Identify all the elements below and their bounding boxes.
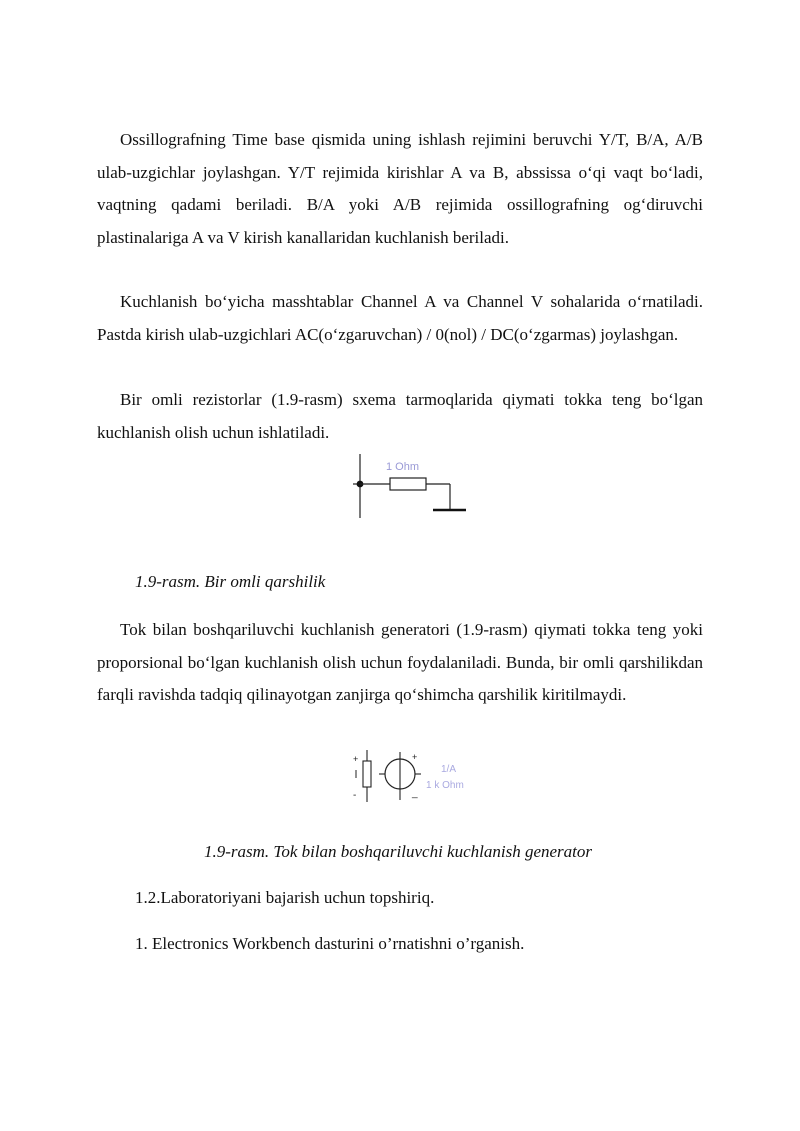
minus-sign-left: - [353,790,357,801]
gain-label: 1/A [441,764,457,775]
paragraph-current-controlled-generator: Tok bilan boshqariluvchi kuchlanish generatori (1.9-rasm) qiymati tokka teng yoki proporsional boʻlgan kuchlanish olish uchun foydalaniladi. Bunda, bir omli qarshilikdan farqli ravishda tadqiq qilinayotgan zanjirga qoʻshimcha qarshilik kiritilmaydi. [97,620,703,704]
plus-sign-right: + [412,752,418,762]
paragraph-channel-scales: Kuchlanish boʻyicha masshtablar Channel A va Channel V sohalarida oʻrnatiladi. Pastda kirish ulab-uzgichlari AC(oʻzgaruvchan) / 0(nol) / DC(oʻzgarmas) joylashgan. [97,292,703,344]
current-controlled-voltage-source-diagram [346,748,486,806]
plus-sign-left: + [353,754,359,764]
task-item-1: 1. Electronics Workbench dasturini o’rnatishni o’rganish. [135,934,525,953]
figure-caption-generator: 1.9-rasm. Tok bilan boshqariluvchi kuchlanish generator [204,842,592,861]
figure-caption-resistor: 1.9-rasm. Bir omli qarshilik [135,572,326,591]
paragraph-time-base: Ossillografning Time base qismida uning ishlash rejimini beruvchi Y/T, B/A, A/B ulab-uzgichlar joylashgan. Y/T rejimida kirishlar A va B, abssissa oʻqi vaqt boʻladi, vaqtning qadami beriladi. B/A yoki A/B rejimida ossillografning ogʻdiruvchi plastinalariga A va V kirish kanallaridan kuchlanish beriladi. [97,130,703,247]
minus-sign-right: _ [412,788,418,799]
resistance-label: 1 k Ohm [426,780,464,791]
paragraph-one-ohm-resistor: Bir omli rezistorlar (1.9-rasm) sxema tarmoqlarida qiymati tokka teng boʻlgan kuchlanish olish uchun ishlatiladi. [97,390,703,442]
one-ohm-resistor-diagram [340,452,480,522]
resistor-value-label: 1 Ohm [386,461,420,473]
task-heading: 1.2.Laboratoriyani bajarish uchun topshiriq. [135,888,435,907]
